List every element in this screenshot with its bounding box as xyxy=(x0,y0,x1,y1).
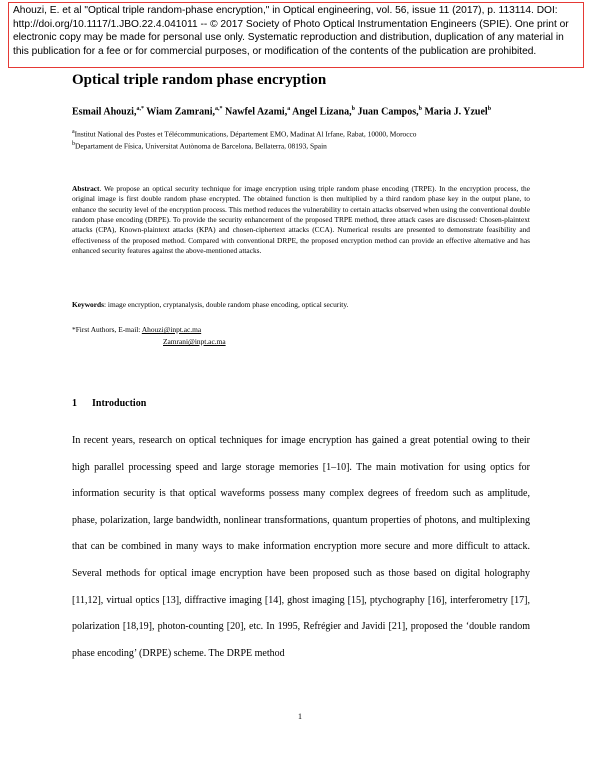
affiliation-a xyxy=(72,129,542,138)
keywords xyxy=(72,300,530,309)
introduction-paragraph: In recent years, research on optical techniques for image encryption has gained a great potential owing to their high parallel processing speed and large storage memories [1–10]. The main motivation for using optics for information security is that optical waveforms possess many complex degrees of freedom such as amplitude, phase, polarization, large bandwidth, nonlinear transformations, quantum properties of photons, and multiplexing that can be combined in many ways to make information encryption more secure and more difficult to attack. Several methods for optical image encryption have been proposed such as those based on digital holography [11,12], virtual optics [13], diffractive imaging [14], ghost imaging [15], ptychography [16], interferometry [17], polarization [18,19], photon-counting [20], etc. In 1995, Refrégier and Javidi [21], proposed the ‘double random phase encoding’ (DRPE) scheme. The DRPE method xyxy=(72,435,530,659)
abstract-label: Abstract xyxy=(72,184,100,193)
copyright-notice xyxy=(8,2,584,68)
author-name: Angel Lizana, xyxy=(290,106,352,118)
author-affil-mark: a,* xyxy=(136,106,144,112)
author-list xyxy=(72,102,532,119)
author-name: Maria J. Yzuel xyxy=(421,106,488,118)
author-name: Nawfel Azami, xyxy=(222,106,288,118)
author-name: Juan Campos, xyxy=(354,106,419,118)
author-affil-mark: b xyxy=(351,106,355,112)
author-affil-mark: a,* xyxy=(215,106,223,112)
affiliation-mark: a xyxy=(72,129,75,135)
affiliation-text: Institut National des Postes et Télécommunications, Département EMO, Madinat Al Irfane, Rabat, 10000, Morocco xyxy=(74,129,417,139)
page-number: 1 xyxy=(298,712,302,721)
section-title: Introduction xyxy=(92,398,147,409)
corresponding-label: *First Authors, E-mail: xyxy=(72,325,142,334)
section-number: 1 xyxy=(72,398,77,409)
author-name: Wiam Zamrani, xyxy=(143,106,215,118)
author-affil-mark: b xyxy=(487,106,492,112)
abstract-text: . We propose an optical security technique for image encryption using triple random phase encoding (TRPE). In the encryption process, the original image is first double random phase encrypted. The obtained function is then multiplied by a third random phase key in the output plane, to enhance the security level of the encryption process. This method reduces the vulnerability to certain attacks observed when using the conventional double random phase encoding (DRPE). To provide the security enhancement of the proposed TRPE method, three attack cases are discussed: Chosen-plaintext attacks (CPA), Known-plaintext attacks (KPA) and chosen-ciphertext attacks (CCA). Numerical results are presented to demonstrate feasibility and effectiveness of the proposed method. Compared with conventional DRPE, the proposed encryption method can provide an effective alternative and has enhanced security features against the above-mentioned attacks. xyxy=(72,184,530,256)
keywords-label: Keywords xyxy=(72,300,105,309)
abstract xyxy=(72,184,530,256)
affiliation-text: Departament de Física, Universitat Autònoma de Barcelona, Bellaterra, 08193, Spain xyxy=(75,141,327,151)
email-link-zamrani[interactable]: Zamrani@inpt.ac.ma xyxy=(163,337,226,346)
paper-title: Optical triple random phase encryption xyxy=(72,72,327,88)
email-row xyxy=(72,324,226,336)
author-name: Esmail Ahouzi, xyxy=(72,106,137,118)
corresponding-authors xyxy=(72,324,226,348)
affiliation-mark: b xyxy=(72,141,75,147)
keywords-text: : image encryption, cryptanalysis, double random phase encoding, optical security. xyxy=(104,300,349,309)
section-heading xyxy=(72,398,146,409)
email-link-ahouzi[interactable]: Ahouzi@inpt.ac.ma xyxy=(141,325,202,334)
email-row xyxy=(72,336,226,348)
copyright-notice-text: Ahouzi, E. et al "Optical triple random-phase encryption," in Optical engineering, vol. 56, issue 11 (2017), p. 113114. DOI: http://doi.org/10.1117/1.JBO.22.4.041011 -- © 2017 Society of Photo Optical Instrumentation Engineers (SPIE). One print or electronic copy may be made for personal use only. Systematic reproduction and distribution, duplication of any material in this publication for a fee or for commercial purposes, or modification of the contents of the publication are prohibited. xyxy=(13,5,569,57)
author-affil-mark: a xyxy=(287,106,291,112)
affiliation-b xyxy=(72,141,542,150)
author-affil-mark: b xyxy=(418,106,422,112)
